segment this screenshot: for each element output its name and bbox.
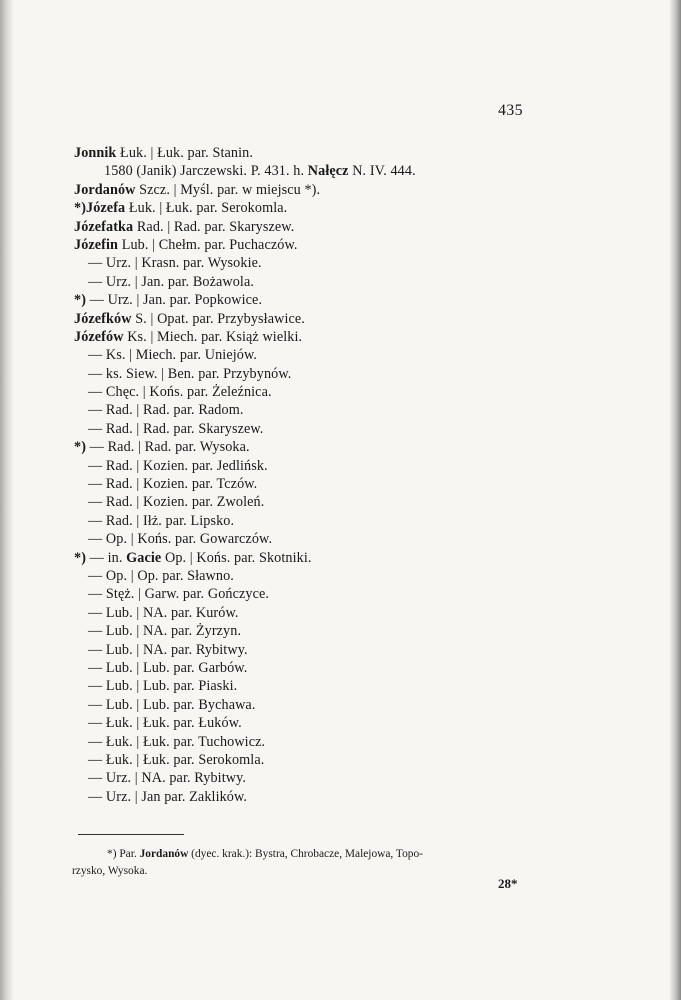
- entry-line: [74, 291, 534, 309]
- entry-text: — Rad. | Rad. par. Skaryszew.: [88, 420, 264, 437]
- entry-headword: Józefów: [74, 328, 124, 345]
- entry-line: [74, 346, 534, 364]
- entry-line: [74, 383, 534, 401]
- entry-line: [74, 604, 534, 622]
- entry-text: — Ks. | Miech. par. Uniejów.: [88, 347, 258, 364]
- entry-text: Lub. | Chełm. par. Puchaczów.: [118, 236, 298, 253]
- entry-line: [74, 254, 534, 272]
- entry-text: — Stęż. | Garw. par. Gończyce.: [88, 586, 270, 603]
- entry-line: [74, 714, 534, 732]
- entry-headword: *): [74, 439, 87, 456]
- entry-line: [74, 199, 534, 217]
- entry-text: Op. | Końs. par. Skotniki.: [161, 549, 312, 566]
- entry-bold-term: Nałęcz: [307, 163, 349, 180]
- entry-text: N. IV. 444.: [348, 163, 416, 180]
- printer-signature-mark: 28*: [498, 876, 518, 891]
- entry-line: [74, 181, 534, 199]
- entry-text: — Urz. | Krasn. par. Wysokie.: [88, 255, 262, 272]
- footnote-bold-term: Jordanów: [139, 848, 189, 860]
- entry-line: [74, 401, 534, 419]
- entry-headword: *): [74, 292, 87, 309]
- gazetteer-entries: [74, 144, 534, 806]
- entry-line: [74, 567, 534, 585]
- entry-line: [74, 236, 534, 254]
- entry-headword: *): [74, 549, 87, 566]
- entry-line: [74, 677, 534, 695]
- entry-text: — Lub. | NA. par. Rybitwy.: [88, 641, 248, 658]
- entry-line: [74, 457, 534, 475]
- entry-text: Szcz. | Myśl. par. w miejscu *).: [135, 181, 321, 198]
- entry-text: — Op. | Końs. par. Gowarczów.: [88, 531, 273, 548]
- entry-text: — Rad. | Iłż. par. Lipsko.: [88, 512, 235, 529]
- entry-line: [74, 788, 534, 806]
- entry-line: [74, 622, 534, 640]
- entry-text: Ks. | Miech. par. Książ wielki.: [123, 328, 303, 345]
- entry-headword: Józefin: [74, 236, 119, 253]
- entry-text: 1580 (Janik) Jarczewski. P. 431. h.: [104, 163, 308, 180]
- entry-line: [74, 696, 534, 714]
- entry-text: — Rad. | Rad. par. Radom.: [88, 402, 244, 419]
- entry-text: — Urz. | Jan. par. Popkowice.: [86, 292, 263, 309]
- entry-text: Łuk. | Łuk. par. Serokomla.: [125, 200, 288, 217]
- entry-text: — Urz. | Jan par. Zaklików.: [88, 788, 248, 805]
- entry-line: [74, 438, 534, 456]
- entry-line: [74, 273, 534, 291]
- entry-text: — Urz. | Jan. par. Bożawola.: [88, 273, 254, 290]
- entry-text: Łuk. | Łuk. par. Stanin.: [116, 145, 253, 161]
- footnote-line-1: *) Par. Jordanów (dyec. krak.): Bystra, Chrobacze, Malejowa, Topo-: [107, 848, 423, 860]
- entry-line: [74, 641, 534, 659]
- footnote: [72, 846, 526, 880]
- entry-headword: Józefków: [74, 310, 132, 327]
- entry-line: [74, 493, 534, 511]
- entry-headword: Jonnik: [74, 145, 117, 161]
- entry-line: [74, 733, 534, 751]
- page-edge-shadow-right: [669, 0, 681, 1000]
- entry-line: [74, 530, 534, 548]
- entry-text: Rad. | Rad. par. Skaryszew.: [133, 218, 295, 235]
- footnote-line-2: rzysko, Wysoka.: [72, 865, 148, 877]
- entry-line: [74, 475, 534, 493]
- entry-line: [74, 585, 534, 603]
- entry-text: — Łuk. | Łuk. par. Łuków.: [88, 715, 242, 732]
- entry-line: [74, 512, 534, 530]
- entry-text: S. | Opat. par. Przybysławice.: [131, 310, 305, 327]
- entry-text: — Łuk. | Łuk. par. Tuchowicz.: [88, 733, 266, 750]
- entry-text: — Lub. | NA. par. Kurów.: [88, 604, 239, 621]
- entry-text: — Lub. | Lub. par. Piaski.: [88, 678, 238, 695]
- page-edge-shadow-left: [0, 0, 14, 1000]
- entry-line: [74, 310, 534, 328]
- entry-text: — Rad. | Kozien. par. Jedlińsk.: [88, 457, 268, 474]
- entry-line: [74, 769, 534, 787]
- entry-text: — Łuk. | Łuk. par. Serokomla.: [88, 751, 265, 768]
- entry-line: [74, 420, 534, 438]
- entry-text: — Lub. | Lub. par. Bychawa.: [88, 696, 256, 713]
- entry-text: — Lub. | Lub. par. Garbów.: [88, 659, 248, 676]
- entry-text: — Lub. | NA. par. Żyrzyn.: [88, 623, 242, 640]
- entry-headword: Józefatka: [74, 218, 134, 235]
- entry-headword: *)Józefa: [74, 200, 126, 217]
- entry-line: [74, 549, 534, 567]
- entry-line: [74, 365, 534, 383]
- entry-line: [74, 162, 534, 180]
- entry-bold-term: Gacie: [126, 549, 162, 566]
- entry-text: — Urz. | NA. par. Rybitwy.: [88, 770, 247, 787]
- entry-text: — Rad. | Rad. par. Wysoka.: [86, 439, 250, 456]
- entry-text: — in.: [86, 549, 127, 566]
- entry-line: [74, 751, 534, 769]
- entry-headword: Jordanów: [74, 181, 136, 198]
- entry-line: [74, 218, 534, 236]
- entry-text: — Op. | Op. par. Sławno.: [88, 567, 234, 584]
- entry-text: — ks. Siew. | Ben. par. Przybynów.: [88, 365, 292, 382]
- entry-text: — Rad. | Kozien. par. Zwoleń.: [88, 494, 265, 511]
- entry-text: — Chęc. | Końs. par. Żeleźnica.: [88, 384, 272, 401]
- entry-line: [74, 659, 534, 677]
- entry-line: [74, 144, 534, 162]
- page-number: 435: [498, 102, 523, 119]
- entry-text: — Rad. | Kozien. par. Tczów.: [88, 476, 258, 493]
- footnote-rule: [78, 834, 184, 835]
- entry-line: [74, 328, 534, 346]
